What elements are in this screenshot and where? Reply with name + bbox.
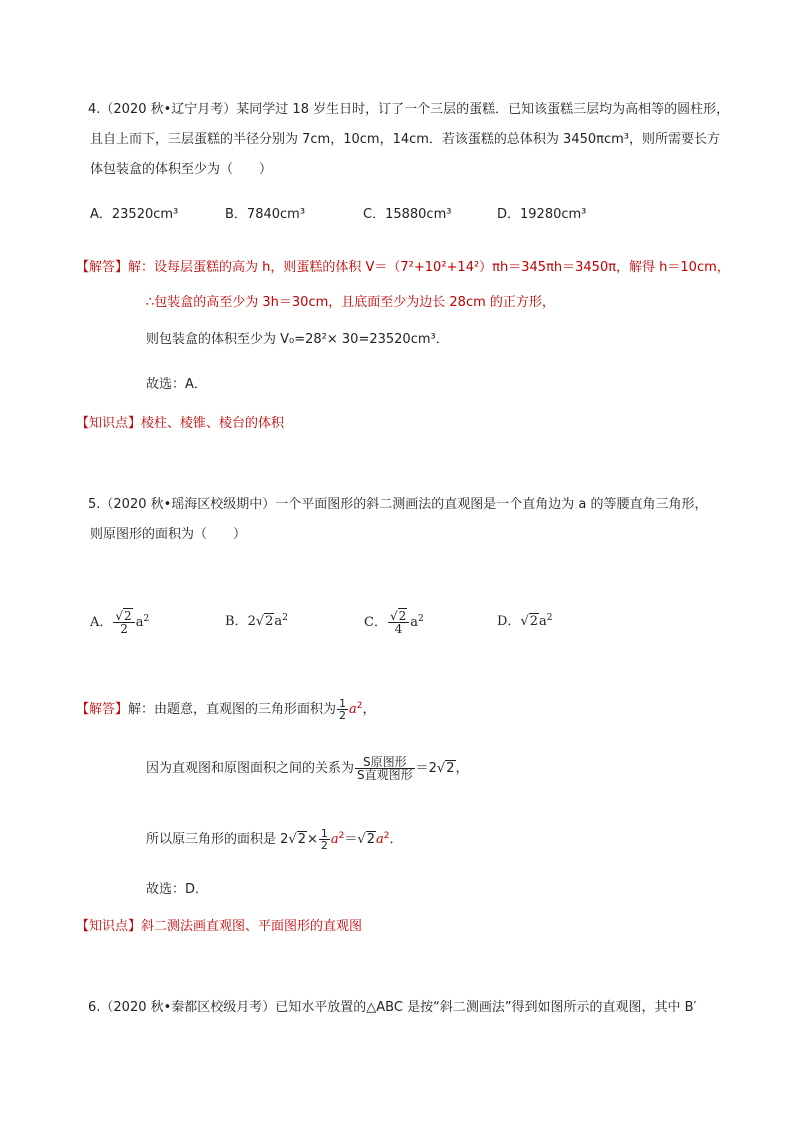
q6-stem-line1: 6.（2020 秋•秦都区校级月考）已知水平放置的△ABC 是按“斜二测画法”得到如图所示的直观图，其中 B′ [88,1000,697,1015]
q5-answer-line4: 故选：D． [146,882,209,897]
q4-answer-line2: ∴包装盒的高至少为 3h＝30cm，且底面至少为边长 28cm 的正方形， [146,295,555,310]
q5-knowledge [76,917,362,937]
q5-stem-line1: 5.（2020 秋•瑶海区校级期中）一个平面图形的斜二测画法的直观图是一个直角边为 a 的等腰直角三角形， [88,497,708,512]
q5-stem-line2: 则原图形的面积为（ ） [90,527,247,542]
q5-knowledge-tag: 【知识点】 [76,919,142,934]
q5-knowledge-text: 斜二测法画直观图、平面图形的直观图 [141,919,363,934]
q5-answer-line2: 因为直观图和原图面积之间的关系为 $\frac{\text{S原图形}}{\text{S直观图形}}$ ＝2√2， [146,755,469,782]
q4-stem-line1: 4.（2020 秋•辽宁月考）某同学过 18 岁生日时，订了一个三层的蛋糕．已知该蛋糕三层均为高相等的圆柱形， [88,102,730,117]
q4-stem-line3: 体包装盒的体积至少为（ ） [90,162,273,177]
q4-knowledge-text: 棱柱、棱锥、棱台的体积 [141,416,285,431]
q5-option-d: D．$√2a^2$ [497,613,553,629]
q4-option-d: D．19280cm³ [497,207,587,222]
q4-stem-line2: 且自上而下，三层蛋糕的半径分别为 7cm，10cm，14cm．若该蛋糕的总体积为 3450πcm³，则所需要长方 [90,132,720,147]
q4-answer-tag: 【解答】 [76,260,129,275]
q5-option-c: C． $\frac{√2}{4}$ $a^2$ [364,609,424,636]
q5-answer-line1: 【解答】解：由题意，直观图的三角形面积为 $\frac{1}{2}$ $a^2$， [76,697,376,722]
q4-option-c: C．15880cm³ [363,207,452,222]
q5-option-b: B．$2√2a^2$ [225,613,288,629]
q4-answer-line3: 则包装盒的体积至少为 V₀=28²× 30=23520cm³． [146,332,449,347]
q4-knowledge-tag: 【知识点】 [76,416,142,431]
q5-option-a: A． $\frac{√2}{2}$ $a^2$ [90,609,150,636]
q4-option-a: A．23520cm³ [90,207,179,222]
q4-answer-line4: 故选：A． [146,377,207,392]
q5-answer-line3: 所以原三角形的面积是 2√2× $\frac{1}{2}$ $a^2=√2a^2$． [146,827,403,852]
q4-answer-text1: 解：设每层蛋糕的高为 h，则蛋糕的体积 V＝（7²+10²+14²）πh＝345πh＝3450π，解得 h＝10cm， [128,260,730,275]
q4-knowledge [76,414,284,434]
q4-option-b: B．7840cm³ [225,207,306,222]
q4-answer-line1 [76,258,730,278]
